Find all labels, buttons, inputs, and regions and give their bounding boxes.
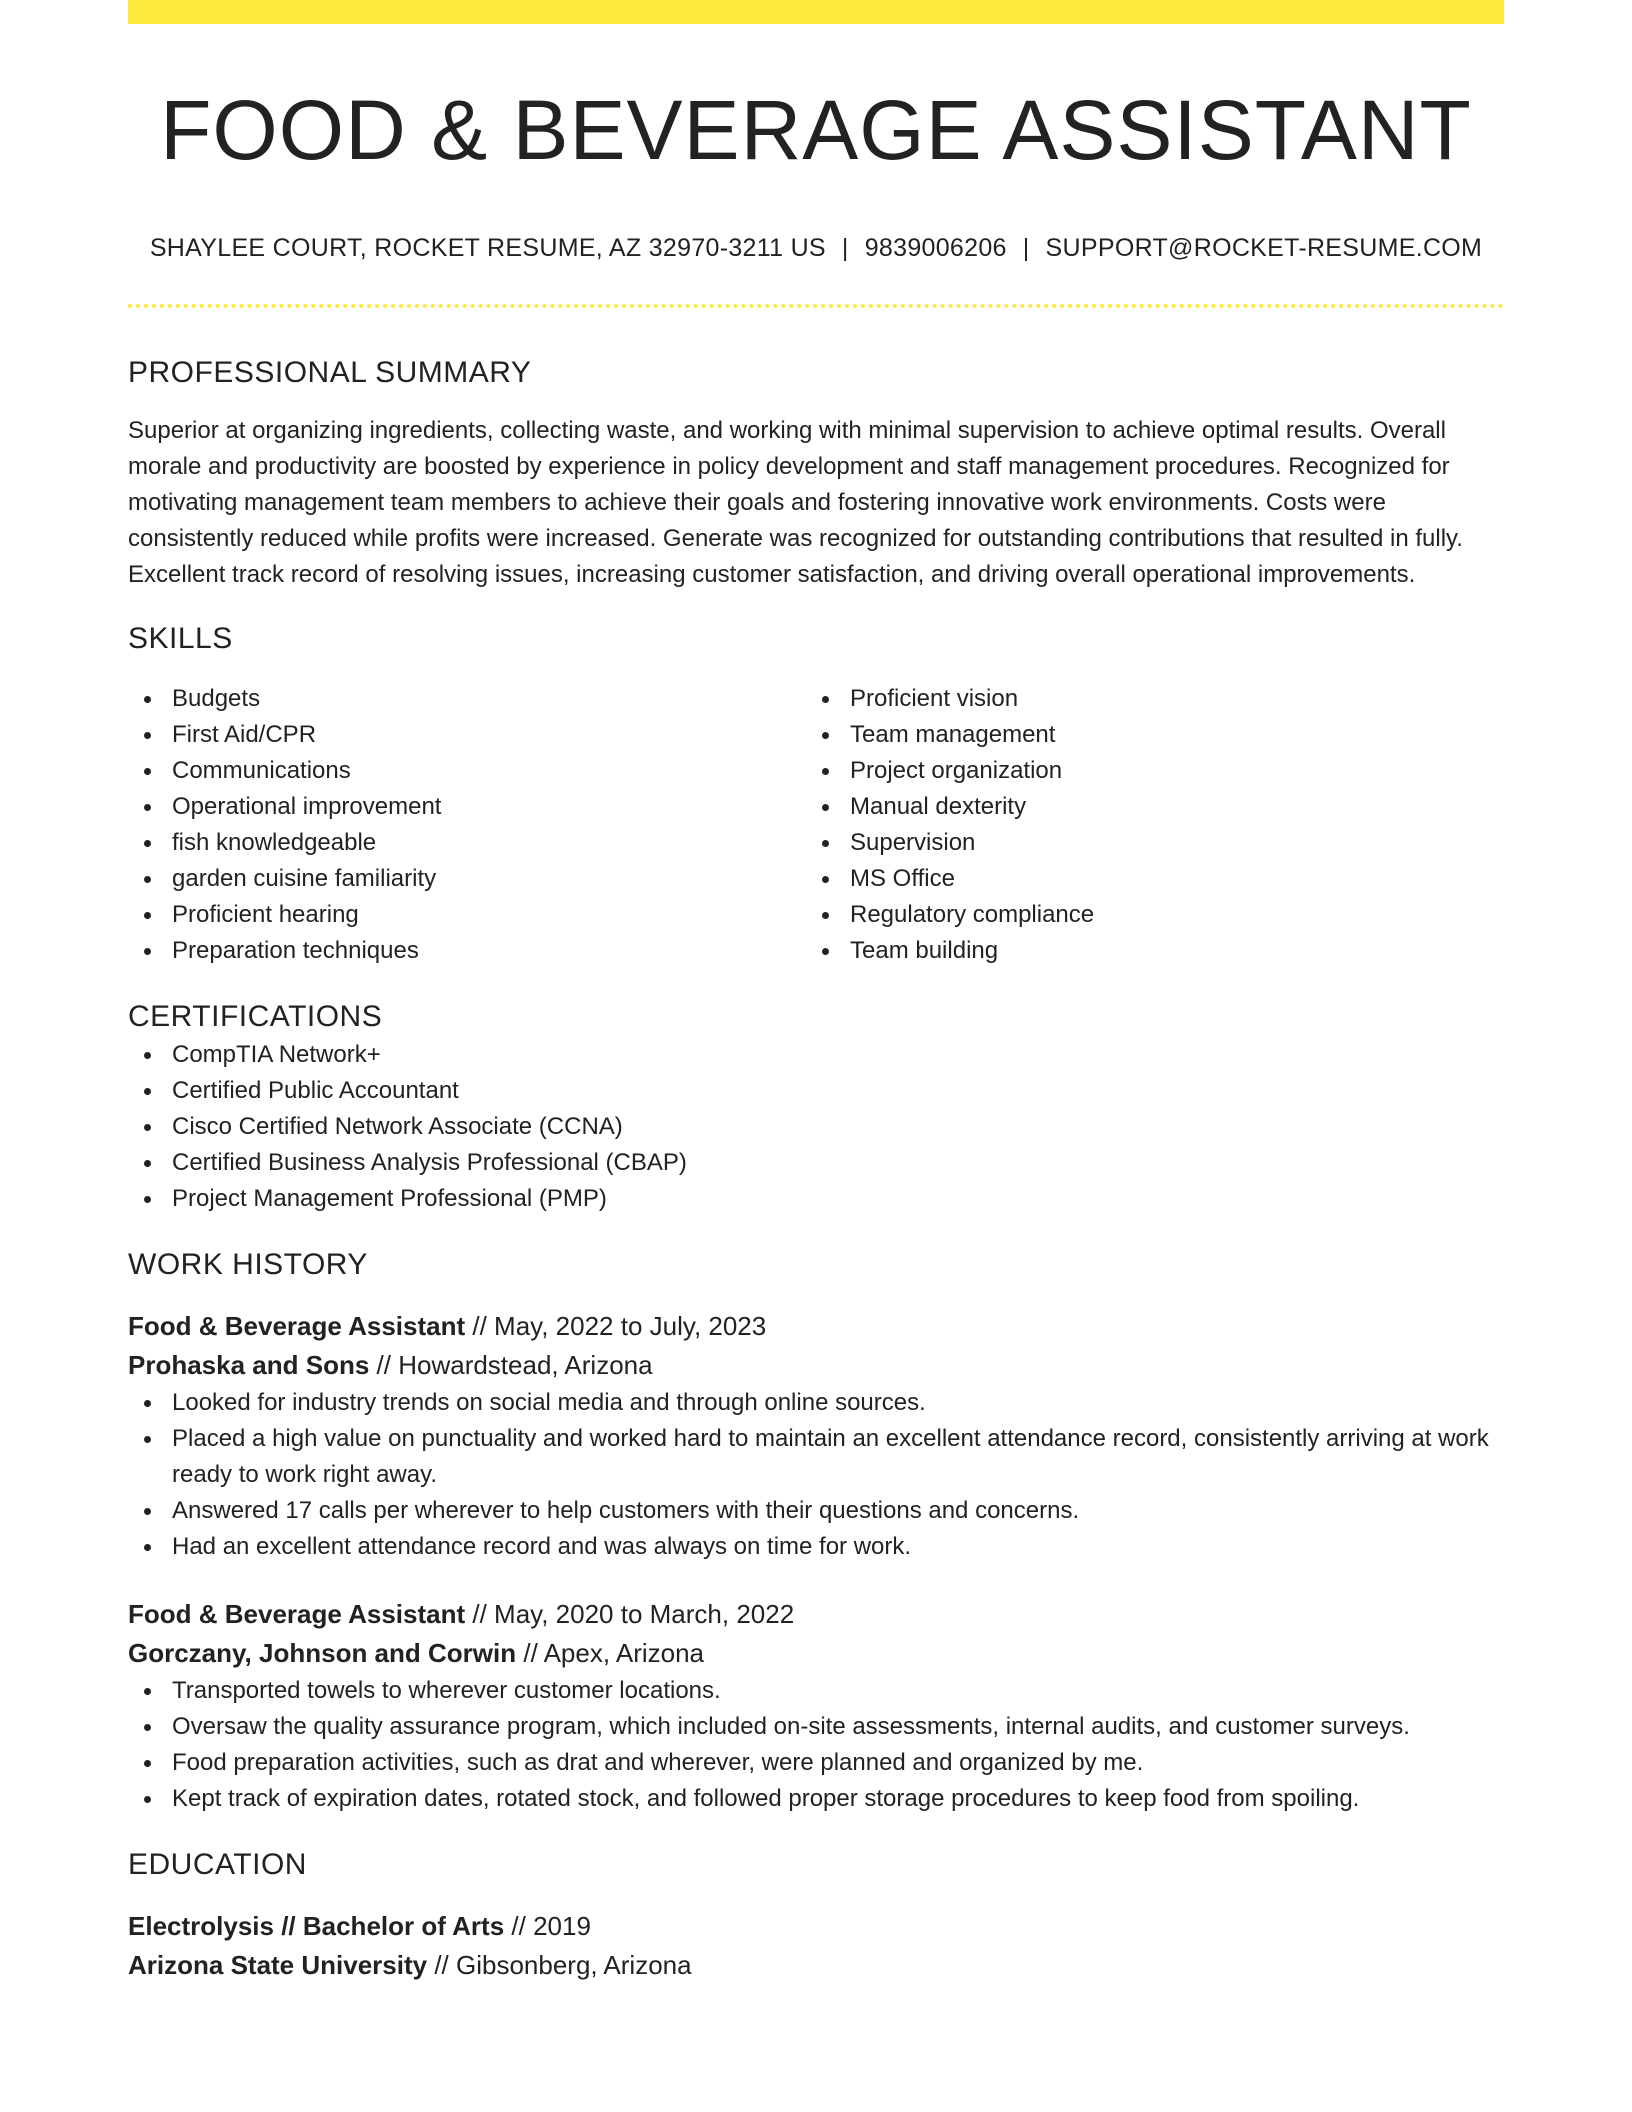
certification-item bbox=[128, 1181, 1504, 1217]
job-bullet bbox=[128, 1709, 1504, 1745]
bullet-dot-icon bbox=[144, 1160, 151, 1167]
skill-item bbox=[128, 717, 806, 753]
skill-item bbox=[806, 861, 1484, 897]
bullet-dot-icon bbox=[144, 840, 151, 847]
job-bullet bbox=[128, 1781, 1504, 1817]
bullet-dot-icon bbox=[144, 876, 151, 883]
skill-item-text: fish knowledgeable bbox=[172, 829, 377, 856]
skill-item-text: Supervision bbox=[850, 829, 976, 856]
certification-item bbox=[128, 1073, 1504, 1109]
skill-item bbox=[806, 897, 1484, 933]
bullet-dot-icon bbox=[144, 1508, 151, 1515]
skill-item bbox=[128, 825, 806, 861]
job-company: Prohaska and Sons bbox=[128, 1350, 370, 1380]
bullet-dot-icon bbox=[822, 696, 829, 703]
certification-item-text: Certified Public Accountant bbox=[172, 1077, 459, 1104]
skill-item-text: Communications bbox=[172, 757, 351, 784]
job-bullet-list bbox=[128, 1385, 1504, 1565]
work-history-heading: WORK HISTORY bbox=[128, 1248, 368, 1281]
bullet-dot-icon bbox=[144, 1688, 151, 1695]
skill-item-text: Manual dexterity bbox=[850, 793, 1027, 820]
skill-item-text: Operational improvement bbox=[172, 793, 442, 820]
certification-item-text: Cisco Certified Network Associate (CCNA) bbox=[172, 1113, 623, 1140]
job-bullet-text: Kept track of expiration dates, rotated stock, and followed proper storage procedures to keep food from spoiling. bbox=[172, 1785, 1360, 1812]
skill-item bbox=[806, 825, 1484, 861]
bullet-dot-icon bbox=[144, 1400, 151, 1407]
skill-item-text: MS Office bbox=[850, 865, 955, 892]
job-bullet-list bbox=[128, 1673, 1504, 1817]
skills-list-left bbox=[128, 681, 806, 969]
skills-column-right bbox=[806, 681, 1484, 969]
job-title-line bbox=[128, 1595, 1504, 1634]
bullet-dot-icon bbox=[822, 912, 829, 919]
skill-item bbox=[128, 861, 806, 897]
skills-column-left bbox=[128, 681, 806, 969]
contact-phone: 9839006206 bbox=[864, 234, 1007, 262]
skill-item-text: Team management bbox=[850, 721, 1056, 748]
job-bullet bbox=[128, 1673, 1504, 1709]
bullet-dot-icon bbox=[144, 1196, 151, 1203]
job-location: // Howardstead, Arizona bbox=[376, 1350, 653, 1380]
certification-item bbox=[128, 1145, 1504, 1181]
job-bullet-text: Placed a high value on punctuality and worked hard to maintain an excellent attendance record, consistently arriving at work ready to work right away. bbox=[172, 1425, 1489, 1488]
skills-heading: SKILLS bbox=[128, 622, 233, 655]
bullet-dot-icon bbox=[144, 1052, 151, 1059]
bullet-dot-icon bbox=[144, 1088, 151, 1095]
bullet-dot-icon bbox=[144, 696, 151, 703]
bullet-dot-icon bbox=[144, 768, 151, 775]
skill-item-text: garden cuisine familiarity bbox=[172, 865, 437, 892]
job-title: Food & Beverage Assistant bbox=[128, 1311, 466, 1341]
certification-item bbox=[128, 1109, 1504, 1145]
skill-item-text: First Aid/CPR bbox=[172, 721, 317, 748]
bullet-dot-icon bbox=[144, 1724, 151, 1731]
bullet-dot-icon bbox=[822, 804, 829, 811]
bullet-dot-icon bbox=[822, 768, 829, 775]
certification-item bbox=[128, 1037, 1504, 1073]
skill-item bbox=[128, 753, 806, 789]
contact-line bbox=[128, 230, 1504, 266]
certification-item-text: Project Management Professional (PMP) bbox=[172, 1185, 607, 1212]
bullet-dot-icon bbox=[144, 948, 151, 955]
job-bullet bbox=[128, 1493, 1504, 1529]
bullet-dot-icon bbox=[822, 840, 829, 847]
skill-item-text: Budgets bbox=[172, 685, 261, 712]
education-entry bbox=[128, 1907, 1504, 1985]
resume-title: FOOD & BEVERAGE ASSISTANT bbox=[160, 83, 1472, 177]
skill-item-text: Project organization bbox=[850, 757, 1063, 784]
job-bullet-text: Looked for industry trends on social media and through online sources. bbox=[172, 1389, 926, 1416]
bullet-dot-icon bbox=[144, 804, 151, 811]
education-location: // Gibsonberg, Arizona bbox=[434, 1950, 692, 1980]
contact-email: SUPPORT@ROCKET-RESUME.COM bbox=[1045, 234, 1483, 262]
skill-item-text: Team building bbox=[850, 937, 999, 964]
skills-list-right bbox=[806, 681, 1484, 969]
dotted-divider bbox=[128, 304, 1504, 308]
job-bullet-text: Oversaw the quality assurance program, which included on-site assessments, internal audits, and customer surveys. bbox=[172, 1713, 1410, 1740]
job-bullet-text: Food preparation activities, such as drat and wherever, were planned and organized by me. bbox=[172, 1749, 1144, 1776]
skill-item-text: Preparation techniques bbox=[172, 937, 419, 964]
bullet-dot-icon bbox=[144, 1760, 151, 1767]
summary-heading: PROFESSIONAL SUMMARY bbox=[128, 356, 532, 389]
bullet-dot-icon bbox=[822, 948, 829, 955]
skill-item bbox=[806, 681, 1484, 717]
job-entry bbox=[128, 1595, 1504, 1817]
skill-item bbox=[806, 717, 1484, 753]
job-bullet bbox=[128, 1529, 1504, 1565]
job-entry bbox=[128, 1307, 1504, 1565]
skill-item bbox=[806, 753, 1484, 789]
education-degree-line bbox=[128, 1907, 1504, 1946]
job-bullet-text: Answered 17 calls per wherever to help customers with their questions and concerns. bbox=[172, 1497, 1080, 1524]
job-dates: // May, 2022 to July, 2023 bbox=[472, 1311, 767, 1341]
bullet-dot-icon bbox=[822, 732, 829, 739]
skill-item-text: Regulatory compliance bbox=[850, 901, 1095, 928]
job-company-line bbox=[128, 1346, 1504, 1385]
skill-item bbox=[128, 681, 806, 717]
job-bullet-text: Had an excellent attendance record and was always on time for work. bbox=[172, 1533, 912, 1560]
job-company-line bbox=[128, 1634, 1504, 1673]
resume-content bbox=[128, 0, 1504, 1985]
job-title: Food & Beverage Assistant bbox=[128, 1599, 466, 1629]
certifications-list bbox=[128, 1037, 1504, 1217]
summary-text: Superior at organizing ingredients, collecting waste, and working with minimal supervision to achieve optimal results. Overall morale and productivity are boosted by experience in policy development and staff management procedures. Recognized for motivating management team members to achieve their goals and fostering innovative work environments. Costs were consistently reduced while profits were increased. Generate was recognized for outstanding contributions that resulted in fully. Excellent track record of resolving issues, increasing customer satisfaction, and driving overall operational improvements. bbox=[128, 417, 1463, 588]
certification-item-text: Certified Business Analysis Professional (CBAP) bbox=[172, 1149, 687, 1176]
job-bullet bbox=[128, 1745, 1504, 1781]
bullet-dot-icon bbox=[144, 732, 151, 739]
bullet-dot-icon bbox=[144, 1544, 151, 1551]
education-degree: Electrolysis // Bachelor of Arts bbox=[128, 1911, 505, 1941]
job-title-line bbox=[128, 1307, 1504, 1346]
skills-columns bbox=[128, 681, 1504, 969]
bullet-dot-icon bbox=[144, 1124, 151, 1131]
job-dates: // May, 2020 to March, 2022 bbox=[472, 1599, 795, 1629]
skill-item bbox=[128, 933, 806, 969]
certification-item-text: CompTIA Network+ bbox=[172, 1041, 381, 1068]
job-company: Gorczany, Johnson and Corwin bbox=[128, 1638, 517, 1668]
job-bullet bbox=[128, 1421, 1504, 1493]
skill-item bbox=[806, 933, 1484, 969]
bullet-dot-icon bbox=[144, 1436, 151, 1443]
contact-separator: | bbox=[1022, 234, 1030, 262]
contact-separator: | bbox=[841, 234, 849, 262]
bullet-dot-icon bbox=[144, 912, 151, 919]
job-location: // Apex, Arizona bbox=[523, 1638, 705, 1668]
education-school: Arizona State University bbox=[128, 1950, 428, 1980]
education-heading: EDUCATION bbox=[128, 1848, 307, 1881]
skill-item-text: Proficient vision bbox=[850, 685, 1019, 712]
skill-item bbox=[128, 897, 806, 933]
work-history-list bbox=[128, 1307, 1504, 1817]
skill-item-text: Proficient hearing bbox=[172, 901, 359, 928]
bullet-dot-icon bbox=[144, 1796, 151, 1803]
job-bullet bbox=[128, 1385, 1504, 1421]
contact-address: SHAYLEE COURT, ROCKET RESUME, AZ 32970-3211 US bbox=[149, 234, 826, 262]
education-year: // 2019 bbox=[511, 1911, 591, 1941]
certifications-heading: CERTIFICATIONS bbox=[128, 1000, 383, 1033]
skill-item bbox=[806, 789, 1484, 825]
skill-item bbox=[128, 789, 806, 825]
education-school-line bbox=[128, 1946, 1504, 1985]
bullet-dot-icon bbox=[822, 876, 829, 883]
job-bullet-text: Transported towels to wherever customer locations. bbox=[172, 1677, 721, 1704]
